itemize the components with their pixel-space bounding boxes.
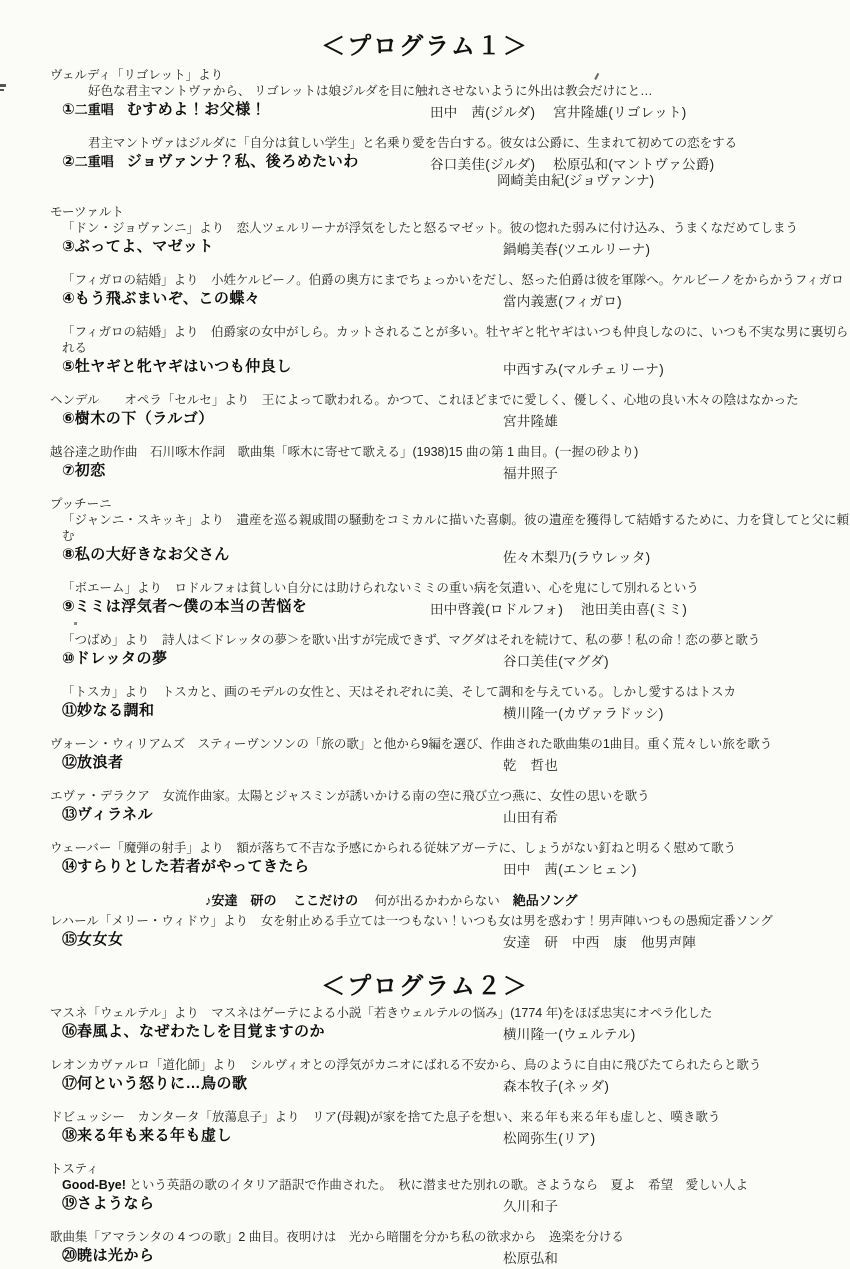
program2-title: ＜プログラム２＞ — [321, 973, 529, 1000]
entry-title-row — [0, 700, 850, 721]
entry-description: 「ドン・ジョヴァンニ」より 恋人ツェルリーナが浮気をしたと怒るマゼット。彼の惚れた弱みに付け込み、うまくなだめてしまう — [62, 221, 799, 235]
composer-line: ヴェルディ「リゴレット」より — [50, 68, 224, 82]
entry-performers: 谷口美佳(ジルダ) 松原弘和(マントヴァ公爵) — [430, 157, 715, 172]
entry-description-bold-prefix: Good-Bye! — [62, 1178, 126, 1192]
composer-line: モーツァルト — [50, 205, 124, 219]
entry-number: ⑯ — [62, 1023, 78, 1040]
entry-title: 樹木の下（ラルゴ） — [74, 410, 214, 427]
entry-title: ヴィラネル — [77, 806, 154, 823]
entry-title-row — [0, 1125, 850, 1146]
entry-title-row — [0, 1193, 850, 1214]
entry-performers: 横川隆一(ウェルテル) — [503, 1027, 636, 1042]
entry-performers: 久川和子 — [503, 1199, 559, 1214]
program-entry — [0, 67, 850, 120]
program-entry — [0, 324, 850, 377]
entry-description: 君主マントヴァはジルダに「自分は貧しい学生」と名乗り愛を告白する。彼女は公爵に、生まれて初めての恋をする — [88, 136, 738, 150]
scan-artifact — [0, 89, 4, 91]
entry-performers: 鍋嶋美春(ツエルリーナ) — [503, 242, 651, 257]
entry-performers: 安達 研 中西 康 他男声陣 — [503, 935, 697, 950]
program-entry — [0, 444, 850, 481]
entry-title: ドレッタの夢 — [74, 650, 168, 667]
entry-performers: 田中啓義(ロドルフォ) 池田美由喜(ミミ) — [430, 602, 688, 617]
entry-title-row — [0, 648, 850, 669]
entry-title: すらりとした若者がやってきたら — [77, 858, 310, 875]
composer-line: プッチーニ — [50, 497, 112, 511]
entry-description: 歌曲集「アマランタの 4 つの歌」2 曲目。夜明けは 光から暗闇を分かち私の欲求から 逸楽を分ける — [50, 1230, 624, 1244]
entry-title-row — [0, 804, 850, 825]
entry-description: ヴォーン・ウィリアムズ スティーヴンソンの「旅の歌」と他から9編を選び、作曲された歌曲集の1曲目。重く荒々しい旅を歌う — [50, 737, 773, 751]
entry-number: ⑪ — [62, 702, 78, 719]
entry-title-row — [0, 544, 850, 565]
scan-artifact — [74, 622, 77, 625]
entry-description: 「トスカ」より トスカと、画のモデルの女性と、天はそれぞれに美、そして調和を与えている。しかし愛するはトスカ — [62, 685, 737, 699]
entry-title: さようなら — [77, 1195, 155, 1212]
entry-description: マスネ「ウェルテル」より マスネはゲーテによる小説「若きウェルテルの悩み」(1774 年)をほぼ忠実にオペラ化した — [50, 1006, 713, 1020]
entry-number: ⑨ — [62, 598, 75, 615]
entry-title: 来る年も来る年も虚し — [77, 1127, 233, 1144]
entry-genre-label: 二重唱 — [74, 154, 127, 169]
entry-performers: 谷口美佳(マグダ) — [503, 654, 609, 669]
entry-number: ⑬ — [62, 806, 78, 823]
entry-title-row — [0, 408, 850, 429]
entry-title-row — [0, 1245, 850, 1266]
program-entry — [0, 840, 850, 877]
entry-performers: 横川隆一(カヴァラドッシ) — [503, 706, 664, 721]
program-entry — [0, 580, 850, 617]
program-entry — [0, 632, 850, 669]
entry-title: 春風よ、なぜわたしを目覚ますのか — [77, 1023, 326, 1040]
entry-number: ⑤ — [62, 358, 75, 375]
entry-title-row — [0, 1021, 850, 1042]
composer-line: トスティ — [50, 1162, 99, 1176]
entry-performers: 田中 茜(エンヒェン) — [503, 862, 637, 877]
program-entry — [0, 1109, 850, 1146]
entry-title: 何という怒りに…鳥の歌 — [77, 1075, 248, 1092]
program-entry — [0, 1005, 850, 1042]
scan-artifact — [0, 84, 6, 87]
entry-performers: 松原弘和 — [503, 1251, 559, 1266]
entry-number: ⑰ — [62, 1075, 78, 1092]
entry-title: 牡ヤギと牝ヤギはいつも仲良し — [74, 358, 292, 375]
entry-title-row — [0, 236, 850, 257]
entry-number: ⑮ — [62, 931, 78, 948]
entry-title: 女女女 — [77, 931, 124, 948]
entry-title: 放浪者 — [77, 754, 124, 771]
entry-performers: 中西すみ(マルチェリーナ) — [503, 362, 664, 377]
program-entry — [0, 1057, 850, 1094]
program-entry — [0, 736, 850, 773]
entry-title-row — [0, 356, 850, 377]
entry-number: ⑦ — [62, 462, 75, 479]
entry-number: ④ — [62, 290, 75, 307]
entry-title: ぶってよ、マゼット — [74, 238, 214, 255]
entry-description: 「つばめ」より 詩人は＜ドレッタの夢＞を歌い出すが完成できず、マグダはそれを続けて、私の夢！私の命！恋の夢と歌う — [62, 633, 761, 647]
entry-description: 越谷達之助作曲 石川啄木作詞 歌曲集「啄木に寄せて歌える」(1938)15 曲の第 1 曲目。(一握の砂より) — [50, 445, 639, 459]
entry-description: エヴァ・デラクア 女流作曲家。太陽とジャスミンが誘いかける南の空に飛び立つ燕に、女性の思いを歌う — [50, 789, 650, 803]
entry-description: レオンカヴァルロ「道化師」より シルヴィオとの浮気がカニオにばれる不安から、鳥のように自由に飛びたてられたらと歌う — [50, 1058, 762, 1072]
program-entry — [0, 788, 850, 825]
entry-title: むすめよ！お父様！ — [126, 101, 267, 118]
entry-title-row — [0, 929, 850, 950]
entry-number: ③ — [62, 238, 75, 255]
program-entry — [0, 272, 850, 309]
entry-description: Good-Bye! という英語の歌のイタリア語訳で作曲された。 秋に潜ませた別れの歌。さようなら 夏よ 希望 愛しい人よ — [62, 1178, 749, 1192]
entry-description: 「フィガロの結婚」より 小姓ケルビーノ。伯爵の奥方にまでちょっかいをだし、怒った伯爵は彼を軍隊へ。ケルビーノをからかうフィガロ — [62, 273, 844, 287]
special-note-line — [205, 892, 850, 910]
entry-performers: 佐々木梨乃(ラウレッタ) — [503, 550, 651, 565]
entry-genre-label: 二重唱 — [74, 102, 127, 117]
program1-title: ＜プログラム１＞ — [321, 33, 529, 60]
entry-performers: 田中 茜(ジルダ) 宮井隆雄(リゴレット) — [430, 105, 687, 120]
entry-performers: 當内義憲(フィガロ) — [503, 294, 622, 309]
entry-title-row — [0, 1073, 850, 1094]
entry-performers: 森本牧子(ネッダ) — [503, 1079, 610, 1094]
special-note-bold: 絶品ソング — [499, 893, 578, 908]
music-note-icon: ♪ — [205, 893, 212, 908]
program-entry — [0, 496, 850, 565]
entry-performers: 松岡弥生(リア) — [503, 1131, 596, 1146]
entry-performers: 乾 哲也 — [503, 758, 559, 773]
program-entry — [0, 135, 850, 189]
entry-performers: 福井照子 — [503, 466, 559, 481]
program-entry — [0, 392, 850, 429]
entry-description: ウェーバー「魔弾の射手」より 額が落ちて不吉な予感にかられる従妹アガーテに、しょうがない釘ねと明るく慰めて歌う — [50, 841, 737, 855]
entry-description: 「ボエーム」より ロドルフォは貧しい自分には助けられないミミの重い病を気遣い、心を鬼にして別れるという — [62, 581, 699, 595]
program-entry — [0, 1161, 850, 1214]
entry-title: 妙なる調和 — [77, 702, 155, 719]
entry-description: ヘンデル オペラ「セルセ」より 王によって歌われる。かつて、これほどまでに愛しく、優しく、心地の良い木々の陰はなかった — [50, 393, 799, 407]
special-note-normal: 何が出るかわからない — [374, 894, 500, 908]
entry-description: 好色な君主マントヴァから、 リゴレットは娘ジルダを目に触れさせないように外出は教会だけにと… — [88, 84, 653, 98]
entry-performers: 宮井隆雄 — [503, 414, 559, 429]
entry-performers: 山田有希 — [503, 810, 559, 825]
entry-title-row — [0, 596, 850, 617]
entry-title-row — [0, 288, 850, 309]
entry-title-row — [0, 151, 850, 172]
entry-description: ドビュッシー カンタータ「放蕩息子」より リア(母親)が家を捨てた息子を想い、来る年も来る年も虚しと、嘆き歌う — [50, 1110, 721, 1124]
entry-title-row — [0, 856, 850, 877]
entry-description: レハール「メリー・ウィドウ」より 女を射止める手立ては一つもない！いつも女は男を惑わす！男声陣いつもの愚痴定番ソング — [50, 914, 773, 928]
entry-number: ⑭ — [62, 858, 78, 875]
program-entry — [0, 892, 850, 950]
entry-number: ⑳ — [62, 1247, 78, 1264]
entry-title: ミミは浮気者～僕の本当の苦悩を — [74, 598, 308, 615]
program-entry — [0, 1229, 850, 1266]
entry-title: 私の大好きなお父さん — [74, 546, 230, 563]
entry-title-row — [0, 752, 850, 773]
entry-performers-second-line: 岡崎美由紀(ジョヴァンナ) — [497, 173, 655, 188]
entry-number: ① — [62, 101, 75, 118]
entry-number: ⑧ — [62, 546, 75, 563]
entry-title: 暁は光から — [77, 1247, 155, 1264]
entry-number: ⑥ — [62, 410, 75, 427]
program-entry — [0, 684, 850, 721]
entry-title-row — [0, 99, 850, 120]
program2-entries — [0, 1005, 850, 1266]
entry-number: ⑲ — [62, 1195, 78, 1212]
entry-number: ⑫ — [62, 754, 78, 771]
entry-title: ジョヴァンナ？私、後ろめたいわ — [126, 153, 359, 170]
program1-entries — [0, 67, 850, 950]
entry-number: ⑩ — [62, 650, 75, 667]
entry-title-row — [0, 460, 850, 481]
entry-number: ⑱ — [62, 1127, 78, 1144]
entry-title: 初恋 — [74, 462, 106, 479]
entry-number: ② — [62, 153, 75, 170]
entry-description: 「フィガロの結婚」より 伯爵家の女中がしら。カットされることが多い。牡ヤギと牝ヤギはいつも仲良しなのに、いつも不実な男に裏切られる — [62, 325, 849, 355]
entry-title: もう飛ぶまいぞ、この蝶々 — [74, 290, 261, 307]
special-note-bold: 安達 研の ここだけの — [211, 893, 375, 908]
program-entry — [0, 204, 850, 257]
entry-description: 「ジャンニ・スキッキ」より 遺産を巡る親戚間の騒動をコミカルに描いた喜劇。彼の遺産を獲得して結婚するために、力を貸してと父に頼む — [62, 513, 850, 543]
